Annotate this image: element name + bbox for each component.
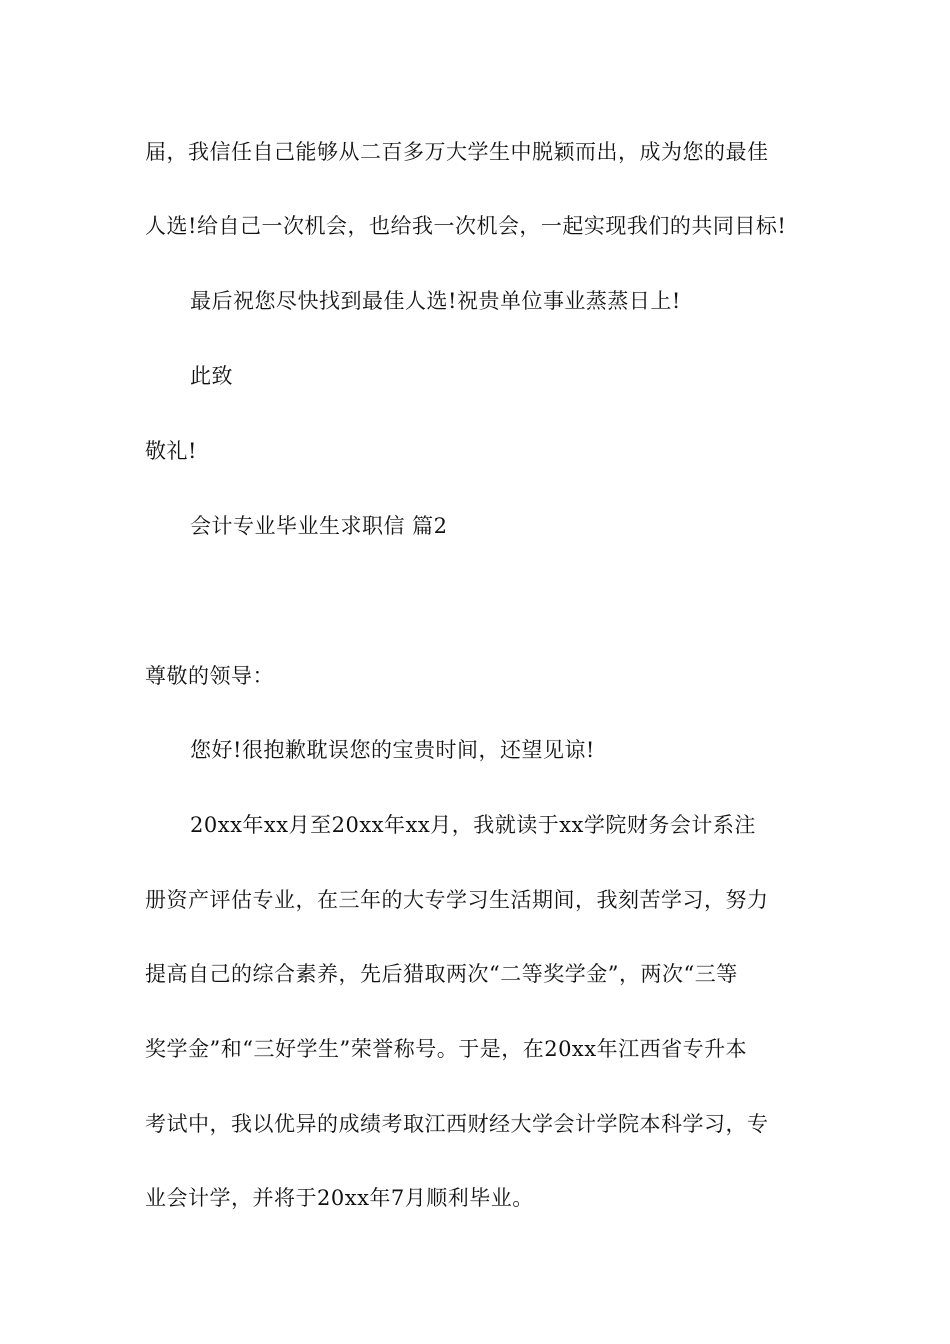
letter-salutation: 尊敬的领导： bbox=[145, 664, 274, 688]
paragraph-line: 提高自己的综合素养，先后猎取两次“二等奖学金”，两次“三等 bbox=[145, 962, 738, 986]
section-heading: 会计专业毕业生求职信 篇2 bbox=[190, 514, 448, 538]
paragraph-line: 20xx年xx月至20xx年xx月，我就读于xx学院财务会计系注 bbox=[190, 813, 756, 837]
closing-salutation: 此致 bbox=[190, 364, 233, 388]
paragraph-line: 册资产评估专业，在三年的大专学习生活期间，我刻苦学习，努力 bbox=[145, 888, 769, 912]
paragraph-line: 奖学金”和“三好学生”荣誉称号。于是，在20xx年江西省专升本 bbox=[145, 1037, 748, 1061]
paragraph-line: 业会计学，并将于20xx年7月顺利毕业。 bbox=[145, 1186, 534, 1210]
closing-regards: 敬礼! bbox=[145, 439, 197, 463]
paragraph-line: 最后祝您尽快找到最佳人选!祝贵单位事业蒸蒸日上! bbox=[190, 289, 681, 313]
paragraph-line: 人选!给自己一次机会，也给我一次机会，一起实现我们的共同目标! bbox=[145, 214, 787, 238]
greeting-line: 您好!很抱歉耽误您的宝贵时间，还望见谅! bbox=[190, 738, 595, 762]
paragraph-line: 届，我信任自己能够从二百多万大学生中脱颖而出，成为您的最佳 bbox=[145, 140, 769, 164]
paragraph-line: 考试中，我以优异的成绩考取江西财经大学会计学院本科学习，专 bbox=[145, 1112, 769, 1136]
